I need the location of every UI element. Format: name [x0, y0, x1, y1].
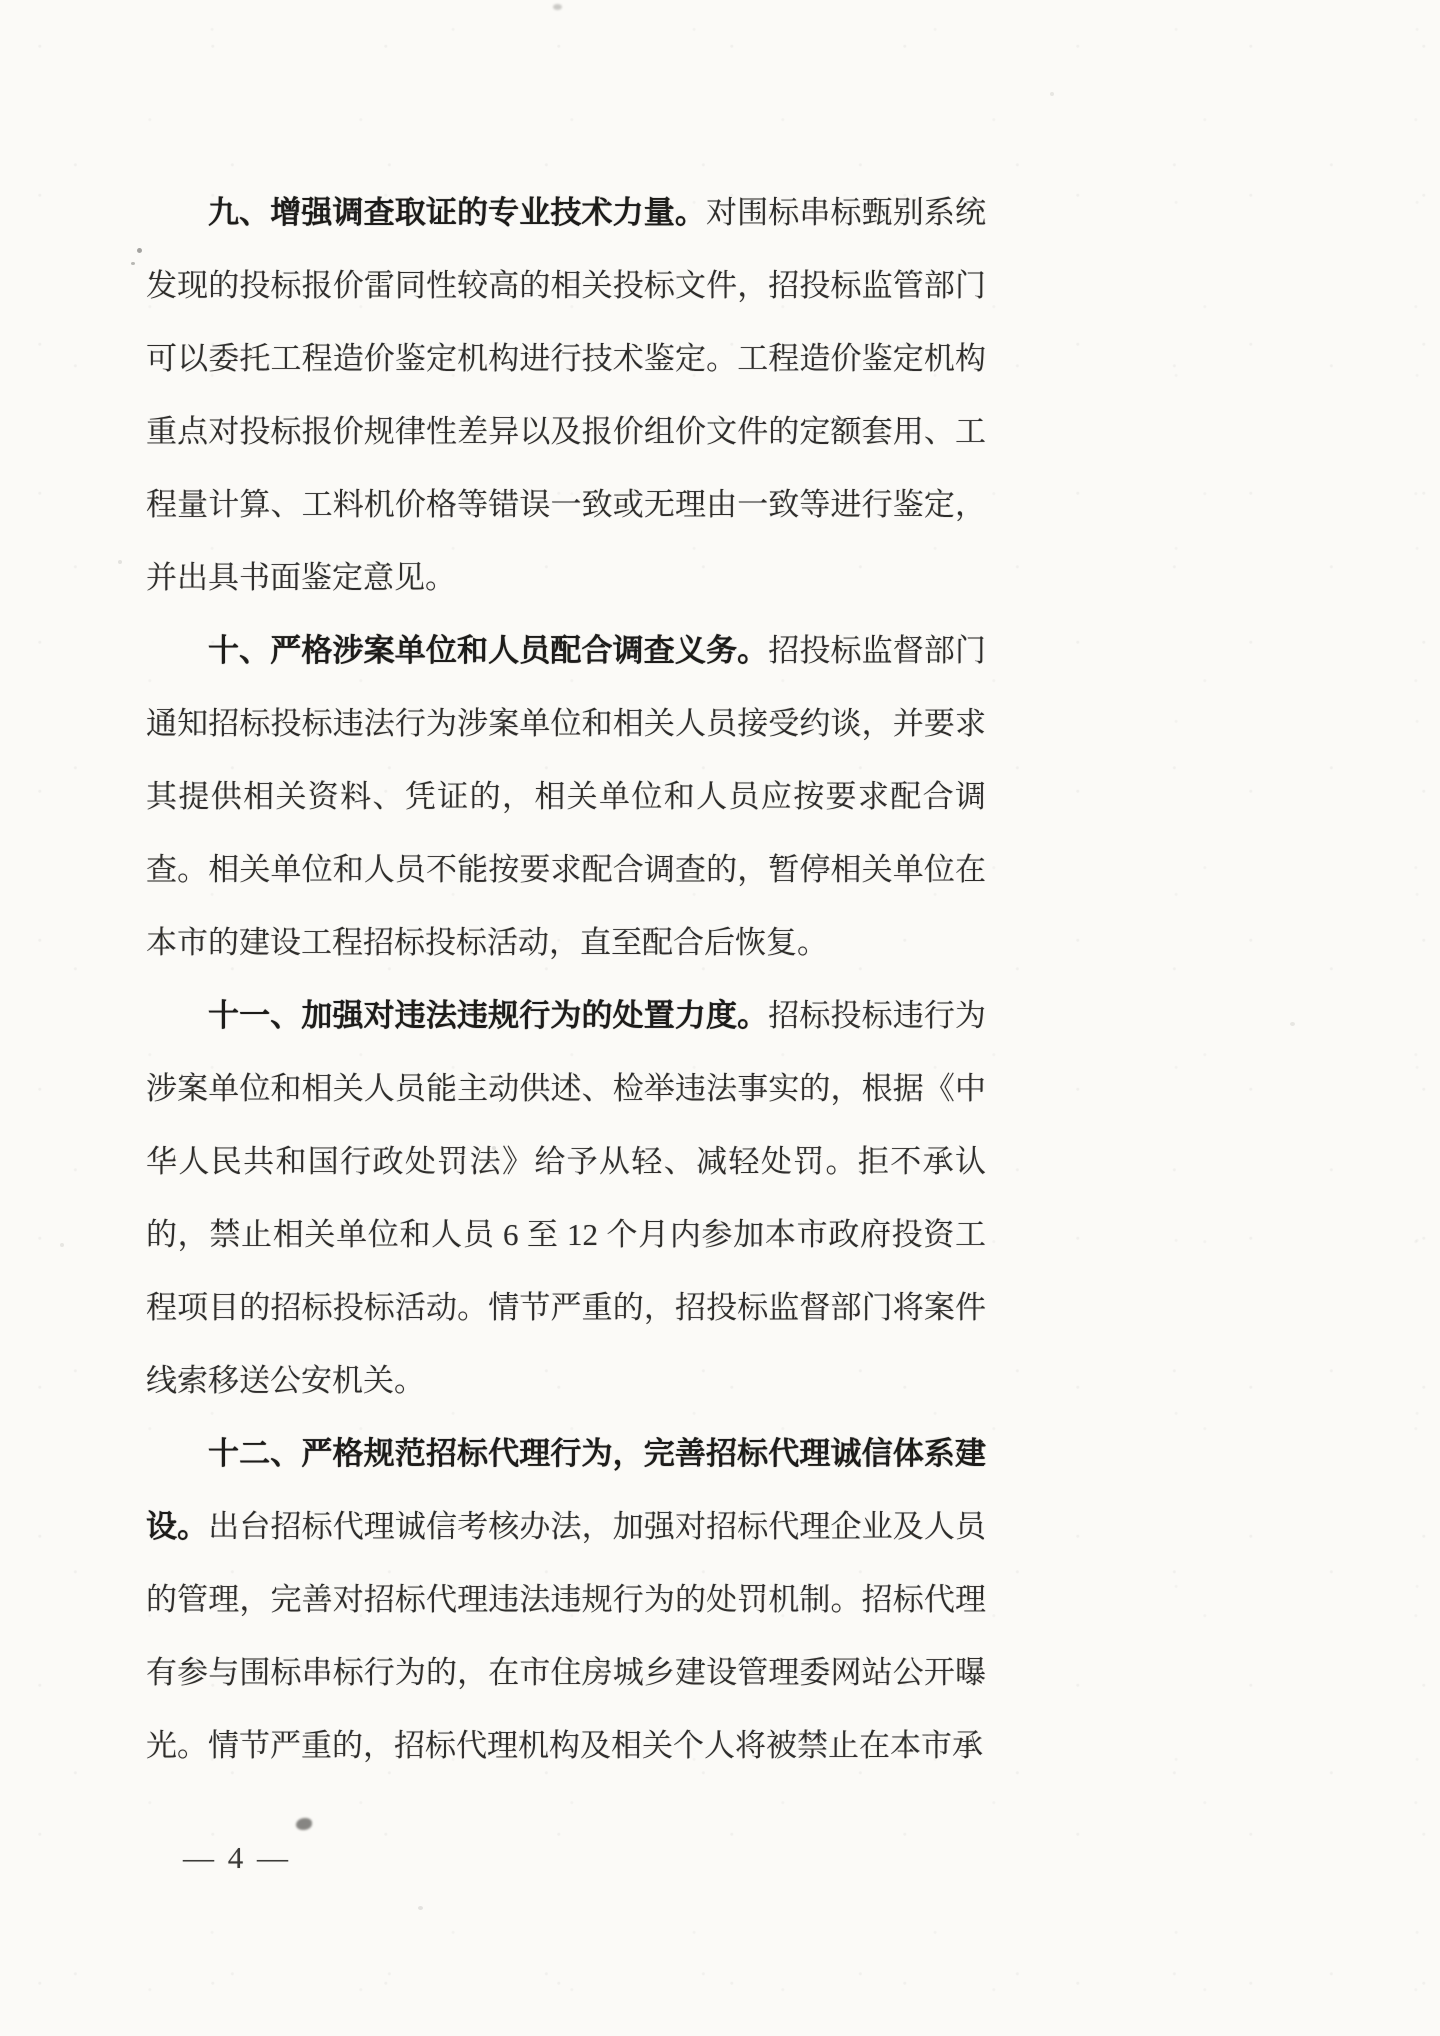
paragraph-section-12: [146, 1417, 986, 1782]
section-10-text: 招投标监督部门通知招标投标违法行为涉案单位和相关人员接受约谈，并要求其提供相关资料、凭证的，相关单位和人员应按要求配合调查。相关单位和人员不能按要求配合调查的，暂停相关单位在本市的建设工程招标投标活动，直至配合后恢复。: [146, 633, 986, 960]
section-11-heading: 十一、加强对违法违规行为的处置力度。: [208, 998, 769, 1033]
section-9-text: 对围标串标甄别系统发现的投标报价雷同性较高的相关投标文件，招投标监管部门可以委托工程造价鉴定机构进行技术鉴定。工程造价鉴定机构重点对投标报价规律性差异以及报价组价文件的定额套用、工程量计算、工料机价格等错误一致或无理由一致等进行鉴定，并出具书面鉴定意见。: [146, 195, 986, 595]
paragraph-section-9: [146, 176, 986, 614]
paragraph-section-11: [146, 979, 986, 1417]
section-9-heading: 九、增强调查取证的专业技术力量。: [208, 195, 706, 230]
scan-speckle: [60, 1243, 64, 1247]
page-number: — 4 —: [183, 1840, 291, 1875]
section-10-heading: 十、严格涉案单位和人员配合调查义务。: [208, 633, 769, 668]
scan-speckle: [418, 1906, 423, 1910]
scan-speckle: [553, 4, 562, 10]
paragraph-section-10: [146, 614, 986, 979]
section-12-text: 出台招标代理诚信考核办法，加强对招标代理企业及人员的管理，完善对招标代理违法违规行为的处罚机制。招标代理有参与围标串标行为的，在市住房城乡建设管理委网站公开曝光。情节严重的，招标代理机构及相关个人将被禁止在本市承: [146, 1509, 987, 1763]
scan-speckle: [1050, 92, 1054, 96]
scan-speckle: [131, 262, 135, 265]
scan-speckle: [118, 560, 122, 564]
section-12-heading: 十二、严格规范招标代理行为，完善招标代理诚信体系建设。: [146, 1436, 986, 1544]
scan-ink-smudge: [296, 1818, 312, 1830]
section-11-text: 招标投标违行为涉案单位和相关人员能主动供述、检举违法事实的，根据《中华人民共和国行政处罚法》给予从轻、减轻处罚。拒不承认的，禁止相关单位和人员 6 至 12 个月内参加本市政府投资工程项目的招标投标活动。情节严重的，招投标监督部门将案件线索移送公安机关。: [146, 998, 986, 1398]
scan-speckle: [137, 248, 142, 253]
document-body: [146, 176, 986, 1782]
scan-speckle: [1290, 1022, 1295, 1026]
